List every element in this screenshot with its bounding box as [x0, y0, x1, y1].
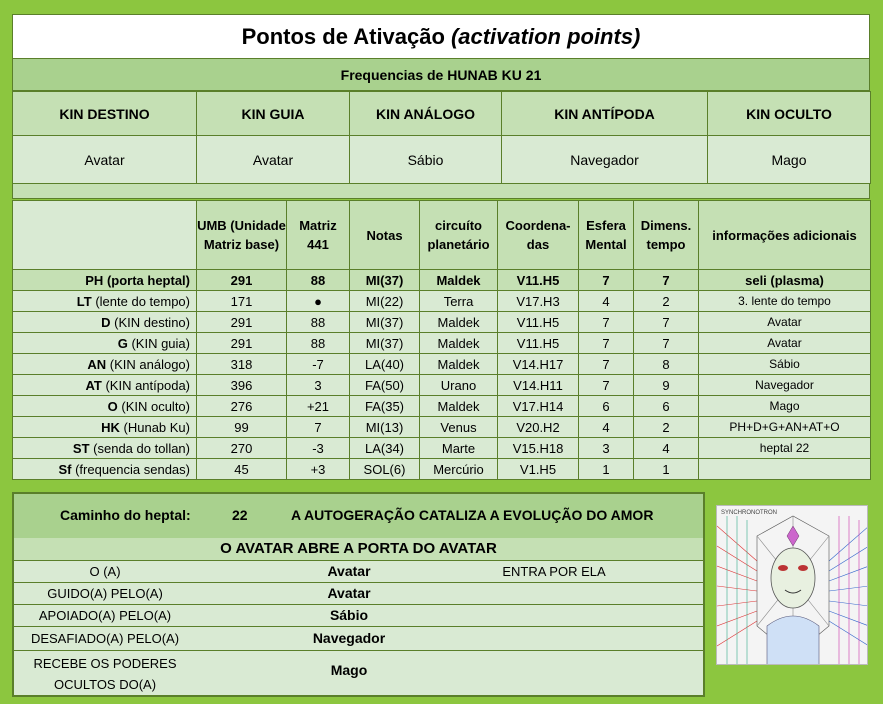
bottom-row-extra: ENTRA POR ELA — [502, 564, 606, 579]
kin-value-analogo: Sábio — [350, 136, 502, 184]
cell-esfera: 7 — [579, 312, 634, 333]
cell-dim: 9 — [634, 375, 699, 396]
cell-esfera: 7 — [579, 375, 634, 396]
row-abbr: AT — [85, 377, 102, 393]
bottom-row — [14, 561, 703, 583]
cell-dim: 8 — [634, 354, 699, 375]
cell-coord: V11.H5 — [498, 333, 579, 354]
kin-header-analogo: KIN ANÁLOGO — [350, 92, 502, 136]
header-esfera: Esfera Mental — [579, 201, 634, 270]
cell-dim: 7 — [634, 333, 699, 354]
cell-nota: MI(22) — [350, 291, 420, 312]
bottom-row-value: Sábio — [329, 607, 369, 623]
page-title — [12, 14, 870, 59]
table-row — [13, 396, 871, 417]
header-circuito: circuíto planetário — [420, 201, 498, 270]
kin-value-guia: Avatar — [197, 136, 350, 184]
cell-esfera: 7 — [579, 270, 634, 291]
cell-coord: V20.H2 — [498, 417, 579, 438]
cell-esfera: 4 — [579, 417, 634, 438]
bottom-row-label: APOIADO(A) PELO(A) — [38, 608, 172, 623]
row-label — [13, 396, 197, 417]
bottom-row-label: O (A) — [89, 564, 121, 579]
cell-coord: V14.H17 — [498, 354, 579, 375]
row-label-text: (KIN guia) — [131, 335, 190, 351]
header-matriz: Matriz 441 — [287, 201, 350, 270]
cell-nota: MI(37) — [350, 312, 420, 333]
bottom-row-value: Mago — [330, 662, 368, 678]
caminho-number: 22 — [232, 507, 248, 523]
cell-circuito: Maldek — [420, 354, 498, 375]
cell-dim: 7 — [634, 270, 699, 291]
cell-matriz: 88 — [287, 312, 350, 333]
cell-umb: 171 — [197, 291, 287, 312]
cell-esfera: 7 — [579, 354, 634, 375]
cell-info: Navegador — [699, 375, 871, 396]
cell-coord: V11.H5 — [498, 270, 579, 291]
bottom-row-value: Navegador — [312, 630, 386, 646]
kin-table — [12, 91, 871, 184]
cell-esfera: 6 — [579, 396, 634, 417]
heptal-summary — [12, 492, 705, 697]
table-row — [13, 417, 871, 438]
cell-info: 3. lente do tempo — [699, 291, 871, 312]
cell-umb: 276 — [197, 396, 287, 417]
cell-matriz: 88 — [287, 270, 350, 291]
cell-info — [699, 459, 871, 480]
cell-nota: MI(13) — [350, 417, 420, 438]
cell-matriz: 7 — [287, 417, 350, 438]
cell-esfera: 1 — [579, 459, 634, 480]
cell-umb: 396 — [197, 375, 287, 396]
cell-umb: 45 — [197, 459, 287, 480]
cell-esfera: 4 — [579, 291, 634, 312]
kin-header-oculto: KIN OCULTO — [708, 92, 871, 136]
cell-info: Avatar — [699, 333, 871, 354]
table-row — [13, 438, 871, 459]
table-row — [13, 291, 871, 312]
bottom-row-label: DESAFIADO(A) PELO(A) — [30, 631, 180, 646]
cell-info: Sábio — [699, 354, 871, 375]
row-label — [13, 291, 197, 312]
caminho-label: Caminho do heptal: — [60, 507, 191, 523]
kin-value-antipoda: Navegador — [502, 136, 708, 184]
kin-header-destino: KIN DESTINO — [13, 92, 197, 136]
row-label — [13, 417, 197, 438]
header-empty — [13, 201, 197, 270]
row-label-text: (KIN análogo) — [109, 356, 190, 372]
kin-header-antipoda: KIN ANTÍPODA — [502, 92, 708, 136]
row-label — [13, 333, 197, 354]
cell-dim: 7 — [634, 312, 699, 333]
row-label-text: (KIN oculto) — [121, 398, 190, 414]
cell-nota: MI(37) — [350, 270, 420, 291]
row-label-text: (senda do tollan) — [93, 440, 190, 456]
row-abbr: Sf — [58, 461, 72, 477]
kin-value-oculto: Mago — [708, 136, 871, 184]
row-label-text: (KIN destino) — [114, 314, 190, 330]
row-label — [13, 438, 197, 459]
synchronotron-drawing — [717, 506, 868, 665]
row-label-text: (frequencia sendas) — [75, 461, 190, 477]
row-abbr: HK — [101, 419, 120, 435]
row-label — [13, 354, 197, 375]
row-label — [13, 459, 197, 480]
cell-circuito: Maldek — [420, 396, 498, 417]
table-row — [13, 375, 871, 396]
cell-circuito: Urano — [420, 375, 498, 396]
cell-info: heptal 22 — [699, 438, 871, 459]
cell-esfera: 7 — [579, 333, 634, 354]
caminho-phrase: A AUTOGERAÇÃO CATALIZA A EVOLUÇÃO DO AMOR — [291, 507, 654, 523]
cell-umb: 291 — [197, 270, 287, 291]
cell-info: Mago — [699, 396, 871, 417]
avatar-heading: O AVATAR ABRE A PORTA DO AVATAR — [14, 538, 703, 561]
row-label-text: (lente do tempo) — [95, 293, 190, 309]
cell-nota: LA(40) — [350, 354, 420, 375]
cell-info: Avatar — [699, 312, 871, 333]
cell-info: seli (plasma) — [699, 270, 871, 291]
table-row — [13, 312, 871, 333]
table-row — [13, 270, 871, 291]
cell-dim: 2 — [634, 291, 699, 312]
cell-circuito: Mercúrio — [420, 459, 498, 480]
table-row — [13, 354, 871, 375]
synchronotron-image — [716, 505, 868, 665]
cell-circuito: Maldek — [420, 333, 498, 354]
cell-coord: V15.H18 — [498, 438, 579, 459]
cell-matriz: ● — [287, 291, 350, 312]
cell-nota: LA(34) — [350, 438, 420, 459]
cell-nota: SOL(6) — [350, 459, 420, 480]
cell-coord: V14.H11 — [498, 375, 579, 396]
bottom-row — [14, 627, 703, 651]
header-notas: Notas — [350, 201, 420, 270]
spacer-bar — [12, 183, 870, 199]
cell-umb: 270 — [197, 438, 287, 459]
cell-matriz: -7 — [287, 354, 350, 375]
row-abbr: ST — [72, 440, 90, 456]
cell-dim: 2 — [634, 417, 699, 438]
bottom-row — [14, 651, 703, 695]
bottom-row-value: Avatar — [327, 563, 371, 579]
bottom-row — [14, 583, 703, 605]
kin-value-destino: Avatar — [13, 136, 197, 184]
cell-circuito: Maldek — [420, 312, 498, 333]
header-dimens: Dimens. tempo — [634, 201, 699, 270]
image-caption: SYNCHRONOTRON — [721, 510, 778, 516]
kin-header-guia: KIN GUIA — [197, 92, 350, 136]
title-main: Pontos de Ativação — [241, 23, 445, 49]
cell-nota: MI(37) — [350, 333, 420, 354]
header-info: informações adicionais — [699, 201, 871, 270]
cell-matriz: 88 — [287, 333, 350, 354]
cell-coord: V17.H3 — [498, 291, 579, 312]
cell-circuito: Maldek — [420, 270, 498, 291]
table-row — [13, 459, 871, 480]
cell-circuito: Terra — [420, 291, 498, 312]
cell-circuito: Marte — [420, 438, 498, 459]
cell-coord: V11.H5 — [498, 312, 579, 333]
row-abbr: LT — [76, 293, 92, 309]
row-abbr: AN — [87, 356, 107, 372]
row-abbr: PH — [85, 272, 104, 288]
frequency-bar: Frequencias de HUNAB KU 21 — [12, 59, 870, 91]
cell-umb: 318 — [197, 354, 287, 375]
cell-matriz: -3 — [287, 438, 350, 459]
caminho-row — [14, 494, 703, 539]
cell-dim: 6 — [634, 396, 699, 417]
cell-esfera: 3 — [579, 438, 634, 459]
cell-info: PH+D+G+AN+AT+O — [699, 417, 871, 438]
header-coordenadas: Coordena-das — [498, 201, 579, 270]
cell-umb: 291 — [197, 312, 287, 333]
cell-dim: 4 — [634, 438, 699, 459]
header-umb: UMB (Unidade Matriz base) — [197, 201, 287, 270]
cell-coord: V17.H14 — [498, 396, 579, 417]
row-label — [13, 375, 197, 396]
cell-coord: V1.H5 — [498, 459, 579, 480]
activation-table — [12, 200, 871, 480]
bottom-row-label: GUIDO(A) PELO(A) — [47, 586, 163, 601]
cell-matriz: 3 — [287, 375, 350, 396]
row-label-text: (porta heptal) — [106, 272, 190, 288]
cell-umb: 99 — [197, 417, 287, 438]
row-abbr: O — [107, 398, 118, 414]
cell-nota: FA(50) — [350, 375, 420, 396]
bottom-row-value: Avatar — [327, 585, 371, 601]
cell-nota: FA(35) — [350, 396, 420, 417]
row-label-text: (Hunab Ku) — [123, 419, 190, 435]
bottom-row — [14, 605, 703, 627]
title-italic: (activation points) — [450, 23, 641, 49]
table-row — [13, 333, 871, 354]
cell-umb: 291 — [197, 333, 287, 354]
row-abbr: D — [101, 314, 111, 330]
bottom-row-label: RECEBE OS PODERES OCULTOS DO(A) — [33, 656, 177, 692]
cell-matriz: +3 — [287, 459, 350, 480]
row-label — [13, 270, 197, 291]
cell-dim: 1 — [634, 459, 699, 480]
row-label-text: (KIN antípoda) — [105, 377, 190, 393]
row-label — [13, 312, 197, 333]
cell-circuito: Venus — [420, 417, 498, 438]
cell-matriz: +21 — [287, 396, 350, 417]
row-abbr: G — [117, 335, 128, 351]
